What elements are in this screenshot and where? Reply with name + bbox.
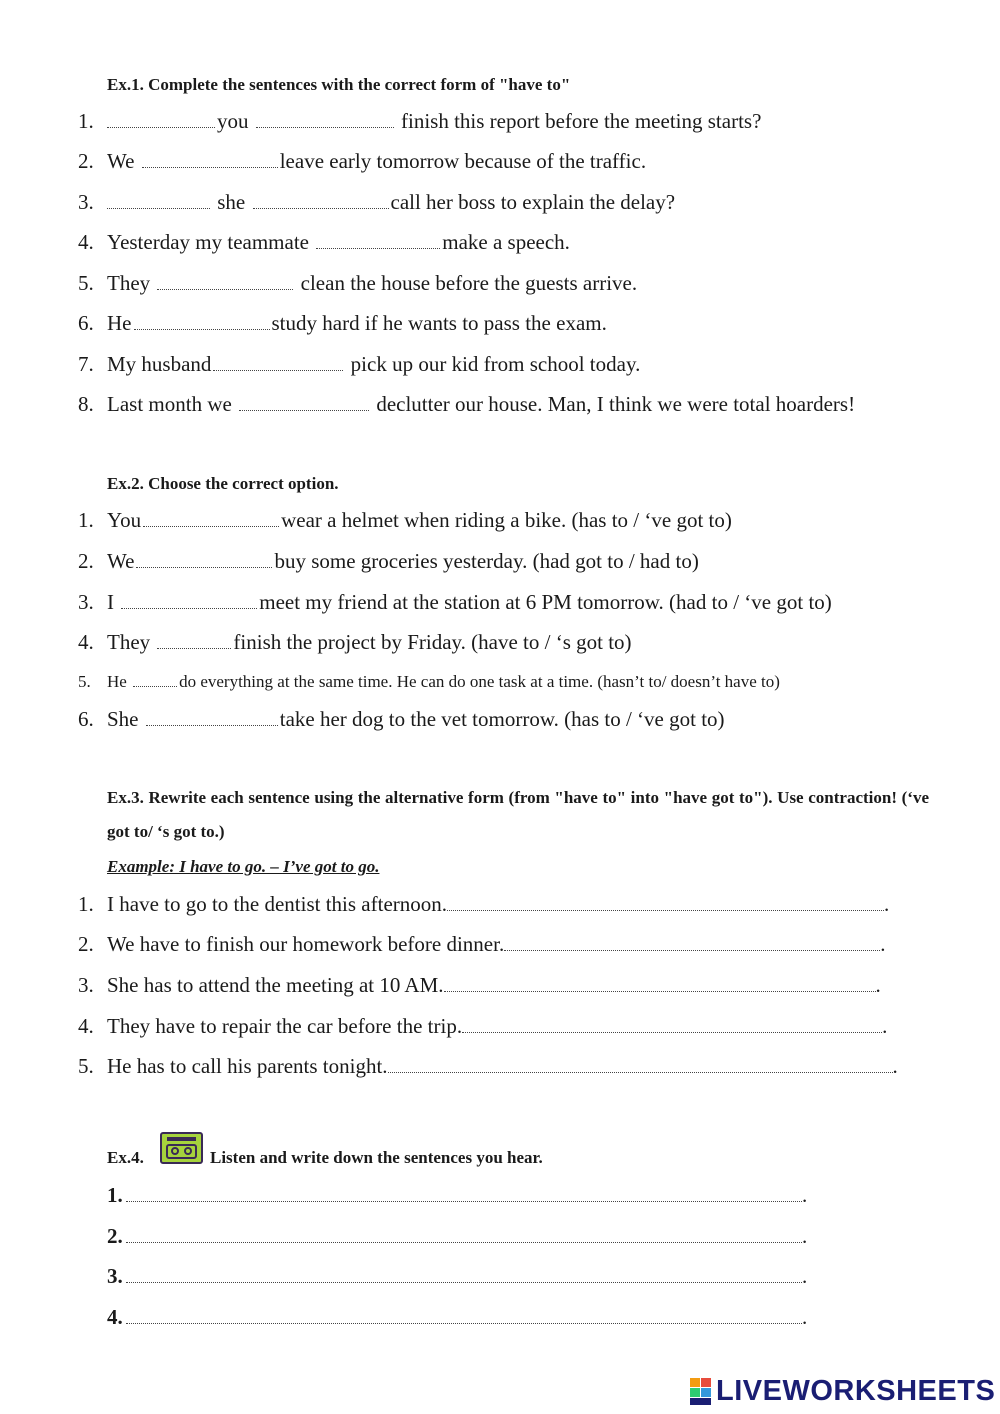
answer-line[interactable] xyxy=(388,1058,893,1073)
answer-blank[interactable] xyxy=(136,553,272,568)
dictation-line[interactable] xyxy=(126,1309,802,1324)
answer-blank[interactable] xyxy=(256,113,394,128)
answer-blank[interactable] xyxy=(107,113,215,128)
ex4-instruction: Listen and write down the sentences you hear. xyxy=(210,1148,543,1167)
liveworksheets-mark-icon xyxy=(690,1376,712,1406)
ex3-example: Example: I have to go. – I’ve got to go. xyxy=(107,857,380,876)
answer-line[interactable] xyxy=(444,977,876,992)
answer-blank[interactable] xyxy=(121,594,257,609)
brand-name: LIVEWORKSHEETS xyxy=(716,1374,996,1407)
answer-blank[interactable] xyxy=(157,275,293,290)
dictation-line[interactable] xyxy=(126,1187,802,1202)
audio-player-button[interactable] xyxy=(160,1132,203,1164)
ex1-heading: Ex.1. Complete the sentences with the correct form of "have to" xyxy=(107,75,571,94)
liveworksheets-logo xyxy=(690,1374,995,1408)
answer-blank[interactable] xyxy=(146,711,278,726)
answer-blank[interactable] xyxy=(107,194,210,209)
answer-blank[interactable] xyxy=(239,396,369,411)
answer-blank[interactable] xyxy=(157,634,231,649)
answer-blank[interactable] xyxy=(213,356,343,371)
answer-blank[interactable] xyxy=(253,194,389,209)
answer-blank[interactable] xyxy=(133,676,177,687)
answer-blank[interactable] xyxy=(143,512,279,527)
item-number: 1. xyxy=(78,109,94,133)
ex2-heading: Ex.2. Choose the correct option. xyxy=(107,474,339,493)
answer-line[interactable] xyxy=(447,896,884,911)
answer-line[interactable] xyxy=(462,1018,882,1033)
answer-blank[interactable] xyxy=(316,234,440,249)
ex3-heading: Ex.3. Rewrite each sentence using the alternative form (from "have to" into "have got to"). Use contraction! (‘ve got to/ ‘s got to.) xyxy=(107,788,929,841)
cassette-icon xyxy=(162,1134,201,1162)
answer-line[interactable] xyxy=(504,936,880,951)
answer-blank[interactable] xyxy=(134,315,270,330)
worksheet-page: Ex.1. Complete the sentences with the correct form of "have to" 1. you finish this report before the meeting starts? 2. We leave early tomorrow because of the traffic. 3. she call her boss to explain the delay? 4. Yesterday my teammate make a speech. 5. They clean the house before the guests arrive. 6. He study hard if he wants to pass the exam. 7. My husband pick up our kid from school today. 8. Last month we declutter our house. Man, I think we were total hoarders! Ex.2. Choose the correct option. 1. You wear a helmet when riding a bike. (has to / ‘ve got to) 2. We buy some groceries yesterday. (had got to / had to) 3. I meet my friend at the station at 6 PM tomorrow. (had to / ‘ve got to) 4. They finish the project by Friday. (have to / ‘s got to) 5. He do everything at the same time. He can do one task at a time. (hasn’t to/ doesn’t have to) 6. She take her dog to the vet tomorrow. (has to / ‘ve got to) Ex.3. Rewrite each sentence using the alternative form (from "have to" into "have got to"). Use contraction! (‘ve got to/ ‘s got to.) Example: I have to go. – I’ve got to go. 1. I have to go to the dentist this afternoon. . 2. We have to finish our homework before dinner. . 3. She has to attend the meeting at 10 AM. . 4. They have to repair the car before the trip. . 5. He has to call his parents tonight. . Ex.4. Listen and write down the sentences you hear. 1. . 2. . 3. . 4. . LIVEWORKSHEETS xyxy=(78,75,996,1407)
answer-blank[interactable] xyxy=(142,153,278,168)
ex4-label: Ex.4. xyxy=(107,1148,144,1167)
dictation-line[interactable] xyxy=(126,1268,802,1283)
dictation-line[interactable] xyxy=(126,1228,802,1243)
